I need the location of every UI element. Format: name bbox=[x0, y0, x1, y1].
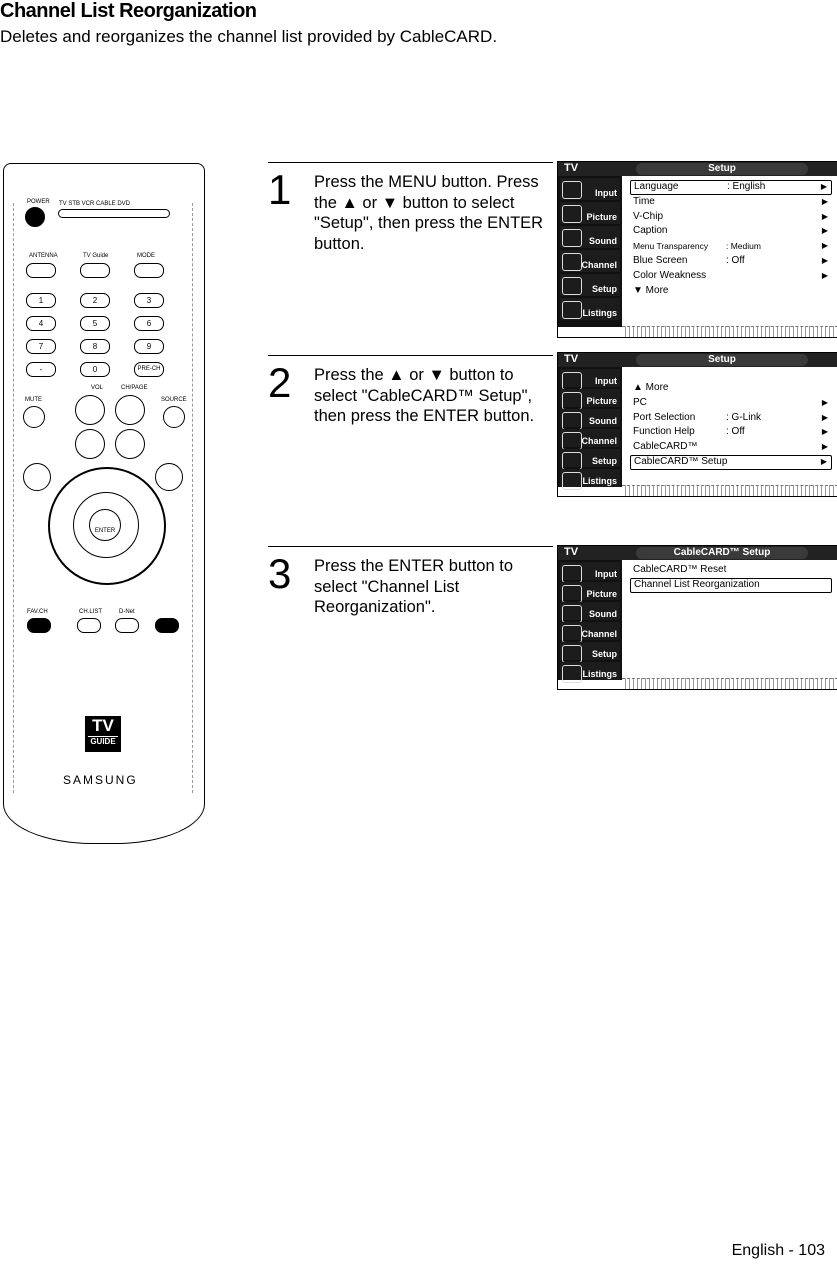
remote-power-label: POWER bbox=[27, 199, 50, 205]
channel-icon bbox=[562, 625, 582, 643]
sidebar-item-channel: Channel bbox=[560, 250, 620, 272]
listings-icon bbox=[562, 301, 582, 319]
sidebar-item-input: Input bbox=[560, 562, 620, 580]
menu-row-menu-transparency: Menu Transparency : Medium ▶ bbox=[630, 239, 832, 254]
step-number: 3 bbox=[268, 550, 292, 597]
page-title: Channel List Reorganization bbox=[0, 0, 257, 22]
screen-topbar bbox=[558, 162, 837, 176]
dash-button: - bbox=[26, 362, 56, 377]
screen-topbar bbox=[558, 546, 837, 560]
menu-row-color-weakness: Color Weakness ▶ bbox=[630, 269, 832, 284]
menu-row-port-selection: Port Selection : G-Link ▶ bbox=[630, 411, 832, 426]
remote-inner-line bbox=[13, 203, 15, 793]
arrow-right-icon: ▶ bbox=[821, 255, 828, 265]
volume-up-icon bbox=[75, 395, 105, 425]
menu-sidebar bbox=[558, 367, 622, 487]
step-rule bbox=[268, 162, 553, 163]
screen-topbar bbox=[558, 353, 837, 367]
sound-icon bbox=[562, 605, 582, 623]
menu-row-pc: PC ▶ bbox=[630, 396, 832, 411]
sidebar-item-sound: Sound bbox=[560, 409, 620, 427]
input-icon bbox=[562, 372, 582, 390]
extra-button bbox=[155, 618, 179, 633]
arrow-right-icon: ▶ bbox=[821, 241, 828, 251]
sidebar-item-setup: Setup bbox=[560, 274, 620, 296]
sidebar-item-channel: Channel bbox=[560, 429, 620, 447]
menu-list bbox=[630, 381, 832, 470]
remote-dnet-label: D-Net bbox=[119, 609, 135, 615]
input-icon bbox=[562, 565, 582, 583]
menu-sidebar bbox=[558, 560, 622, 680]
step-1 bbox=[268, 162, 553, 282]
listings-icon bbox=[562, 665, 582, 683]
menu-row-cablecard: CableCARD™ ▶ bbox=[630, 440, 832, 455]
menu-row-function-help: Function Help : Off ▶ bbox=[630, 425, 832, 440]
enter-button: ENTER bbox=[89, 509, 121, 541]
remote-antenna-label: ANTENNA bbox=[29, 253, 58, 259]
step-number: 2 bbox=[268, 359, 292, 406]
remote-tvguide-label: TV Guide bbox=[83, 253, 109, 259]
favch-button bbox=[27, 618, 51, 633]
menu-row-channel-list-reorganization: Channel List Reorganization bbox=[630, 578, 832, 593]
sidebar-item-sound: Sound bbox=[560, 226, 620, 248]
sidebar-item-listings: Listings bbox=[560, 662, 620, 680]
remote-mode-label: MODE bbox=[137, 253, 155, 259]
digit-button: 1 bbox=[26, 293, 56, 308]
source-icon bbox=[163, 406, 185, 428]
picture-icon bbox=[562, 205, 582, 223]
sidebar-item-listings: Listings bbox=[560, 469, 620, 487]
tv-guide-logo-guide: GUIDE bbox=[88, 736, 118, 747]
tv-logo: TV bbox=[564, 162, 579, 174]
remote-inner-line bbox=[192, 203, 194, 793]
menu-list bbox=[630, 180, 832, 298]
sidebar-item-picture: Picture bbox=[560, 202, 620, 224]
screen-bottom-bar bbox=[622, 326, 837, 337]
antenna-button bbox=[26, 263, 56, 278]
step-text: Press the ENTER button to select "Channel List Reorganization". bbox=[314, 557, 514, 616]
tv-guide-logo-tv: TV bbox=[92, 716, 114, 735]
sidebar-item-channel: Channel bbox=[560, 622, 620, 640]
menu-row-vchip: V-Chip ▶ bbox=[630, 210, 832, 225]
step-rule bbox=[268, 546, 553, 547]
menu-list bbox=[630, 563, 832, 593]
channel-icon bbox=[562, 253, 582, 271]
arrow-right-icon: ▶ bbox=[820, 182, 827, 191]
step-text: Press the ▲ or ▼ button to select "CableCARD™ Setup", then press the ENTER button. bbox=[314, 366, 535, 425]
menu-row-caption: Caption ▶ bbox=[630, 224, 832, 239]
digit-button: 2 bbox=[80, 293, 110, 308]
mode-button bbox=[134, 263, 164, 278]
step-text: Press the MENU button. Press the ▲ or ▼ button to select "Setup", then press the ENTER button. bbox=[314, 173, 544, 253]
digit-button: 3 bbox=[134, 293, 164, 308]
digit-button: 4 bbox=[26, 316, 56, 331]
input-icon bbox=[562, 181, 582, 199]
digit-button: 8 bbox=[80, 339, 110, 354]
sidebar-item-sound: Sound bbox=[560, 602, 620, 620]
arrow-right-icon: ▶ bbox=[821, 412, 828, 422]
chlist-button bbox=[77, 618, 101, 633]
digit-button: 7 bbox=[26, 339, 56, 354]
channel-icon bbox=[562, 432, 582, 450]
sidebar-item-picture: Picture bbox=[560, 389, 620, 407]
menu-header: CableCARD™ Setup bbox=[636, 547, 808, 559]
tvguide-button bbox=[80, 263, 110, 278]
digit-button: 6 bbox=[134, 316, 164, 331]
sidebar-item-listings: Listings bbox=[560, 298, 620, 320]
digit-button: 5 bbox=[80, 316, 110, 331]
volume-down-icon bbox=[75, 429, 105, 459]
arrow-right-icon: ▶ bbox=[821, 397, 828, 407]
power-icon bbox=[25, 207, 45, 227]
setup-menu-screen-1 bbox=[557, 161, 837, 338]
remote-control-illustration bbox=[3, 163, 207, 844]
listings-icon bbox=[562, 472, 582, 490]
cablecard-setup-screen bbox=[557, 545, 837, 690]
step-number: 1 bbox=[268, 166, 292, 213]
menu-row-cablecard-setup: CableCARD™ Setup ▶ bbox=[630, 455, 832, 470]
prech-button: PRE-CH bbox=[134, 362, 164, 377]
exit-icon bbox=[155, 463, 183, 491]
digit-button: 0 bbox=[80, 362, 110, 377]
remote-mode-labels: TV STB VCR CABLE DVD bbox=[59, 201, 131, 207]
tv-logo: TV bbox=[564, 353, 579, 365]
arrow-right-icon: ▶ bbox=[821, 226, 828, 236]
samsung-logo: SAMSUNG bbox=[63, 773, 138, 787]
screen-bottom-bar bbox=[622, 485, 837, 496]
picture-icon bbox=[562, 585, 582, 603]
setup-icon bbox=[562, 645, 582, 663]
menu-sidebar bbox=[558, 176, 622, 327]
channel-down-icon bbox=[115, 429, 145, 459]
menu-icon bbox=[23, 463, 51, 491]
arrow-right-icon: ▶ bbox=[821, 270, 828, 280]
remote-vol-label: VOL bbox=[91, 385, 104, 391]
menu-row-cablecard-reset: CableCARD™ Reset bbox=[633, 564, 727, 575]
sidebar-item-setup: Setup bbox=[560, 449, 620, 467]
page-footer: English - 103 bbox=[731, 1242, 825, 1259]
digit-button: 9 bbox=[134, 339, 164, 354]
menu-row-more: ▲ More bbox=[633, 382, 669, 393]
channel-up-icon bbox=[115, 395, 145, 425]
remote-source-label: SOURCE bbox=[161, 397, 187, 403]
sidebar-item-input: Input bbox=[560, 178, 620, 200]
arrow-right-icon: ▶ bbox=[820, 456, 827, 466]
step-3 bbox=[268, 546, 553, 666]
arrow-right-icon: ▶ bbox=[821, 196, 828, 206]
picture-icon bbox=[562, 392, 582, 410]
sound-icon bbox=[562, 229, 582, 247]
arrow-right-icon: ▶ bbox=[821, 211, 828, 221]
mute-icon bbox=[23, 406, 45, 428]
tv-guide-logo bbox=[85, 716, 121, 752]
remote-ch-label: CH/PAGE bbox=[121, 385, 148, 391]
tv-logo: TV bbox=[564, 546, 579, 558]
remote-favch-label: FAV.CH bbox=[27, 609, 48, 615]
step-rule bbox=[268, 355, 553, 356]
setup-icon bbox=[562, 277, 582, 295]
remote-mute-label: MUTE bbox=[25, 397, 42, 403]
menu-row-time: Time ▶ bbox=[630, 195, 832, 210]
setup-menu-screen-2 bbox=[557, 352, 837, 497]
remote-chlist-label: CH.LIST bbox=[79, 609, 103, 615]
remote-lower-body bbox=[3, 743, 205, 844]
arrow-right-icon: ▶ bbox=[821, 442, 828, 452]
remote-body bbox=[3, 163, 205, 744]
dnet-button bbox=[115, 618, 139, 633]
screen-bottom-bar bbox=[622, 678, 837, 689]
setup-icon bbox=[562, 452, 582, 470]
sidebar-item-picture: Picture bbox=[560, 582, 620, 600]
sidebar-item-setup: Setup bbox=[560, 642, 620, 660]
menu-row-more: ▼ More bbox=[633, 284, 669, 296]
menu-row-language: Language : English ▶ bbox=[630, 180, 832, 195]
arrow-right-icon: ▶ bbox=[821, 427, 828, 437]
menu-header: Setup bbox=[636, 163, 808, 175]
step-2 bbox=[268, 355, 553, 475]
sound-icon bbox=[562, 412, 582, 430]
sidebar-item-input: Input bbox=[560, 369, 620, 387]
page-subtitle: Deletes and reorganizes the channel list provided by CableCARD. bbox=[0, 27, 498, 46]
menu-row-blue-screen: Blue Screen : Off ▶ bbox=[630, 254, 832, 269]
mode-indicator-bar bbox=[58, 209, 170, 218]
menu-header: Setup bbox=[636, 354, 808, 366]
